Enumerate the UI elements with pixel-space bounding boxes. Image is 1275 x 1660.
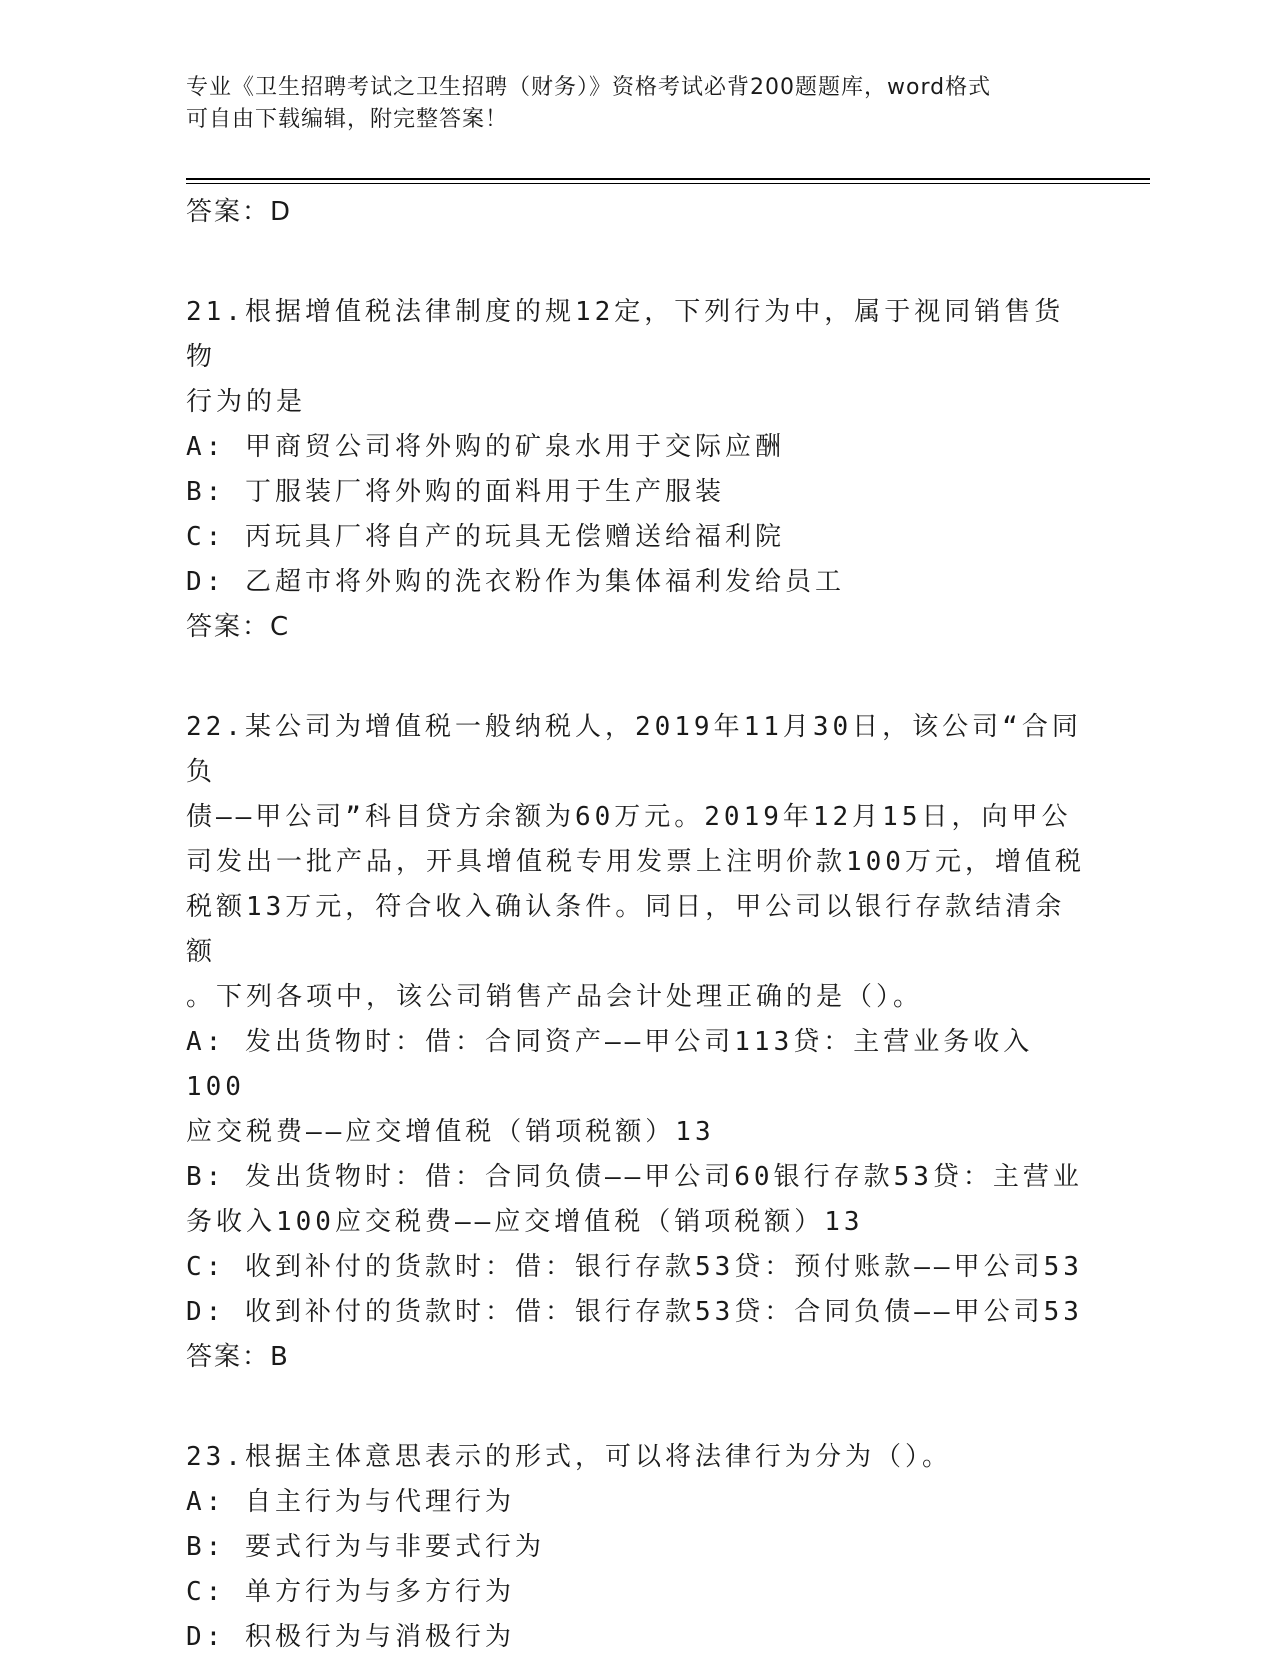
option-d: D: 收到补付的货款时：借：银行存款53贷：合同负债——甲公司53 [186, 1297, 1083, 1327]
question-text [186, 1435, 1086, 1480]
option-a-continued: 应交税费——应交增值税（销项税额）13 [186, 1117, 715, 1147]
option-b: B: 发出货物时：借：合同负债——甲公司60银行存款53贷：主营业 [186, 1162, 1083, 1192]
option-c: C: 收到补付的货款时：借：银行存款53贷：预付账款——甲公司53 [186, 1252, 1083, 1282]
question-text-line: 21.根据增值税法律制度的规12定，下列行为中，属于视同销售货物 [186, 297, 1065, 372]
previous-answer: 答案：D [186, 197, 293, 227]
question-23 [186, 1435, 1086, 1660]
option-c: C: 单方行为与多方行为 [186, 1577, 515, 1607]
option-a: A: 甲商贸公司将外购的矿泉水用于交际应酬 [186, 432, 785, 462]
option-a: A: 自主行为与代理行为 [186, 1487, 515, 1517]
option-d: D: 积极行为与消极行为 [186, 1622, 515, 1652]
question-text [186, 290, 1086, 425]
question-text-line: 行为的是 [186, 387, 307, 417]
header-rule-thin [186, 183, 1150, 184]
question-text-line: 23.根据主体意思表示的形式，可以将法律行为分为（）。 [186, 1442, 952, 1472]
question-text-line: 司发出一批产品，开具增值税专用发票上注明价款100万元，增值税 [186, 847, 1085, 877]
question-22 [186, 705, 1086, 1379]
header-line-1: 专业《卫生招聘考试之卫生招聘（财务）》资格考试必背200题题库，word格式 [186, 75, 992, 100]
question-text-line: 。下列各项中，该公司销售产品会计处理正确的是（）。 [186, 982, 924, 1012]
answer: 答案：B [186, 1342, 290, 1372]
option-d: D: 乙超市将外购的洗衣粉作为集体福利发给员工 [186, 567, 845, 597]
header-rule-thick [186, 178, 1150, 180]
option-b: B: 要式行为与非要式行为 [186, 1532, 545, 1562]
option-a: A: 发出货物时：借：合同资产——甲公司113贷：主营业务收入100 [186, 1027, 1034, 1102]
answer: 答案：C [186, 612, 291, 642]
header-line-2: 可自由下载编辑，附完整答案！ [186, 107, 509, 132]
option-c: C: 丙玩具厂将自产的玩具无偿赠送给福利院 [186, 522, 785, 552]
document-body [186, 190, 1086, 1660]
question-text [186, 705, 1086, 1020]
question-text-line: 税额13万元，符合收入确认条件。同日，甲公司以银行存款结清余额 [186, 892, 1066, 967]
question-text-line: 22.某公司为增值税一般纳税人，2019年11月30日，该公司“合同负 [186, 712, 1082, 787]
page-header [186, 72, 1086, 136]
option-b-continued: 务收入100应交税费——应交增值税（销项税额）13 [186, 1207, 864, 1237]
question-text-line: 债——甲公司”科目贷方余额为60万元。2019年12月15日，向甲公 [186, 802, 1072, 832]
option-b: B: 丁服装厂将外购的面料用于生产服装 [186, 477, 725, 507]
question-21 [186, 290, 1086, 649]
